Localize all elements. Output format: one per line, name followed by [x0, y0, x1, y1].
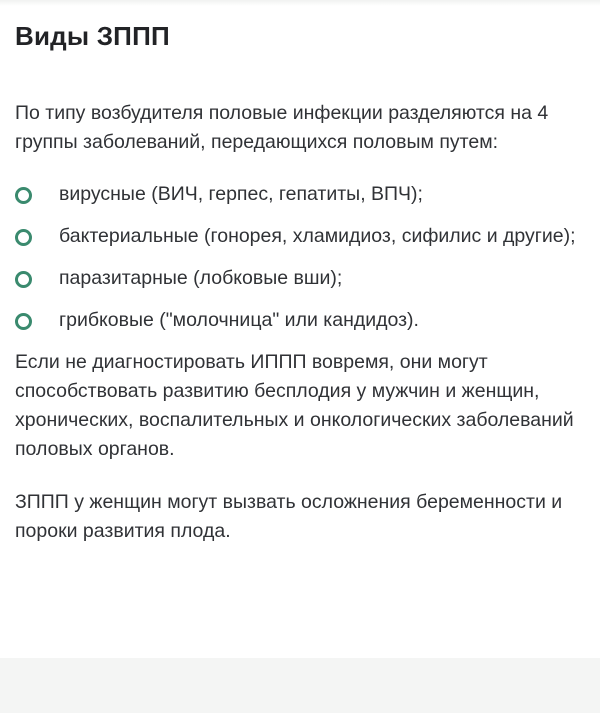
list-item	[15, 222, 585, 251]
intro-paragraph: По типу возбудителя половые инфекции разделяются на 4 группы заболеваний, передающихся половым путем:	[15, 102, 549, 153]
article-title: Виды ЗППП	[15, 21, 170, 51]
infection-groups-list	[15, 180, 585, 335]
list-item-text: грибковые ("молочница" или кандидоз).	[59, 309, 419, 331]
list-item-text: паразитарные (лобковые вши);	[59, 267, 343, 289]
ring-bullet-icon	[15, 229, 32, 246]
list-item-text: вирусные (ВИЧ, герпес, гепатиты, ВПЧ);	[59, 183, 423, 205]
pregnancy-paragraph: ЗППП у женщин могут вызвать осложнения беременности и пороки развития плода.	[15, 491, 563, 542]
consequences-paragraph: Если не диагностировать ИППП вовремя, они могут способствовать развитию бесплодия у мужчин и женщин, хронических, воспалительных и онкологических заболеваний половых органов.	[15, 351, 574, 460]
ring-bullet-icon	[15, 271, 32, 288]
top-edge-shadow	[0, 0, 600, 6]
list-item	[15, 180, 585, 209]
ring-bullet-icon	[15, 313, 32, 330]
page-background-footer	[0, 658, 600, 713]
list-item	[15, 264, 585, 293]
ring-bullet-icon	[15, 187, 32, 204]
list-item-text: бактериальные (гонорея, хламидиоз, сифилис и другие);	[59, 225, 576, 247]
list-item	[15, 306, 585, 335]
